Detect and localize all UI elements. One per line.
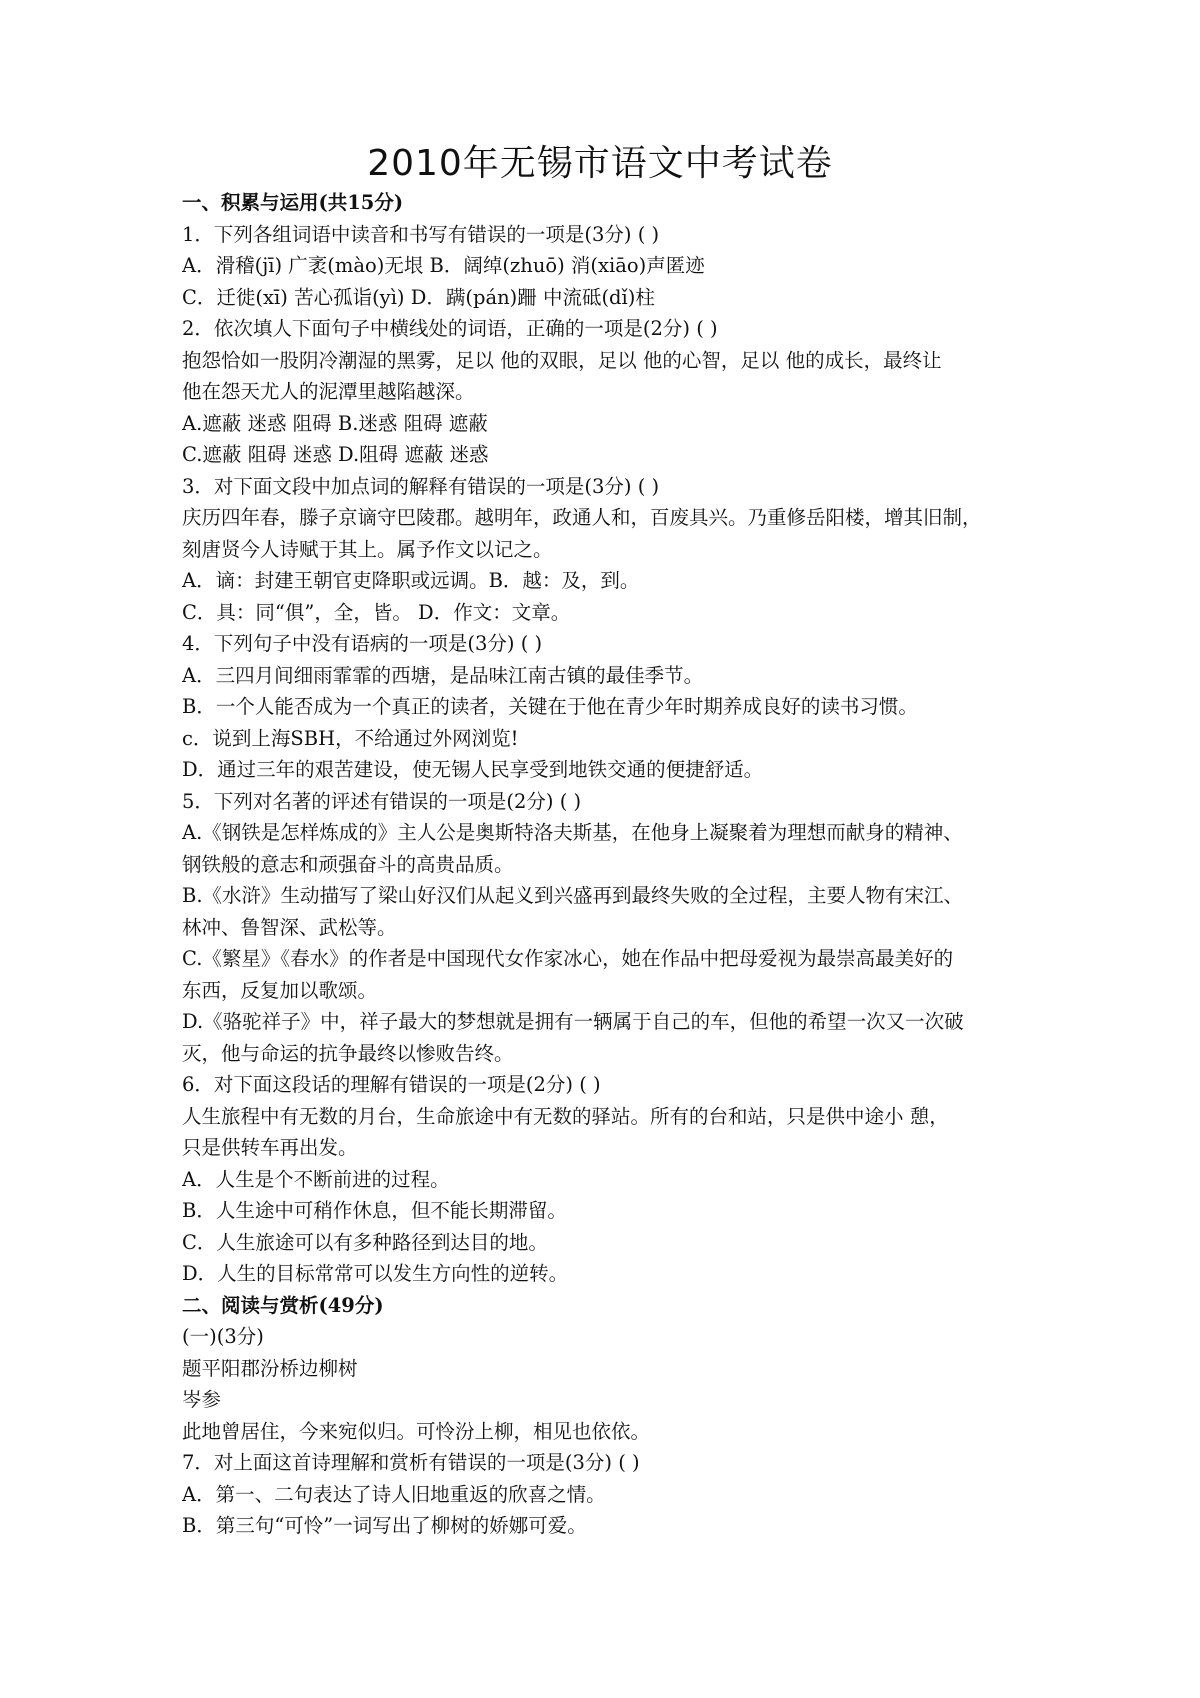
passage-line: 只是供转车再出发。 — [182, 1136, 358, 1159]
page-title: 2010年无锡市语文中考试卷 — [367, 143, 833, 184]
poem-title: 题平阳郡汾桥边柳树 — [182, 1356, 358, 1380]
answer-option: A．第一、二句表达了诗人旧地重返的欣喜之情。 — [182, 1482, 606, 1506]
passage-line: 他在怨天尤人的泥潭里越陷越深。 — [182, 380, 475, 403]
question-stem: 5．下列对名著的评述有错误的一项是(2分) ( ) — [182, 789, 582, 813]
answer-option: A.遮蔽 迷惑 阻碍 B.迷惑 阻碍 遮蔽 — [182, 411, 488, 435]
answer-option: C．迁徙(xī) 苦心孤诣(yì) D．蹒(pán)跚 中流砥(dǐ)柱 — [182, 285, 655, 309]
passage-line: 庆历四年春，滕子京谪守巴陵郡。越明年，政通人和，百废具兴。乃重修岳阳楼，增其旧制， — [182, 506, 982, 529]
answer-option: A．人生是个不断前进的过程。 — [182, 1167, 450, 1191]
answer-option: C.遮蔽 阻碍 迷惑 D.阻碍 遮蔽 迷惑 — [182, 443, 489, 466]
answer-option: A．三四月间细雨霏霏的西塘，是品味江南古镇的最佳季节。 — [182, 663, 704, 687]
answer-option: D．人生的目标常常可以发生方向性的逆转。 — [182, 1262, 569, 1285]
answer-option: C．具：同“俱”，全，皆。 D．作文：文章。 — [182, 600, 571, 624]
answer-option: B．一个人能否成为一个真正的读者，关键在于他在青少年时期养成良好的读书习惯。 — [182, 695, 918, 718]
poem-author: 岑参 — [182, 1388, 222, 1411]
answer-option: 东西，反复加以歌颂。 — [182, 978, 378, 1002]
answer-option: 灭，他与命运的抗争最终以惨败告终。 — [182, 1041, 514, 1065]
answer-option: D．通过三年的艰苦建设，使无锡人民享受到地铁交通的便捷舒适。 — [182, 758, 764, 781]
answer-option: C.《繁星》《春水》的作者是中国现代女作家冰心，她在作品中把母爱视为最崇高最美好的 — [182, 947, 954, 970]
passage-line: 刻唐贤今人诗赋于其上。属予作文以记之。 — [182, 537, 553, 561]
answer-option: B．人生途中可稍作休息，但不能长期滞留。 — [182, 1199, 567, 1222]
section-heading: 二、阅读与赏析(49分) — [182, 1293, 384, 1317]
question-stem: 7．对上面这首诗理解和赏析有错误的一项是(3分) ( ) — [182, 1451, 640, 1474]
passage-line: 人生旅程中有无数的月台，生命旅途中有无数的驿站。所有的台和站，只是供中途小 憩， — [182, 1104, 949, 1128]
subsection-label: (一)(3分) — [182, 1325, 264, 1348]
question-stem: 4．下列句子中没有语病的一项是(3分) ( ) — [182, 632, 543, 655]
poem-text: 此地曾居住，今来宛似归。可怜汾上柳，相见也依依。 — [182, 1419, 651, 1443]
answer-option: A.《钢铁是怎样炼成的》主人公是奥斯特洛夫斯基，在他身上凝聚着为理想而献身的精神、 — [182, 821, 963, 844]
question-stem: 1．下列各组词语中读音和书写有错误的一项是(3分) ( ) — [182, 222, 660, 246]
answer-option: 钢铁般的意志和顽强奋斗的高贵品质。 — [182, 852, 514, 876]
answer-option: 林冲、鲁智深、武松等。 — [182, 915, 397, 939]
question-stem: 2．依次填人下面句子中横线处的词语，正确的一项是(2分) ( ) — [182, 317, 718, 340]
passage-line: 抱怨恰如一股阴冷潮湿的黑雾，足以 他的双眼，足以 他的心智，足以 他的成长，最终让 — [182, 348, 942, 372]
exam-body — [182, 187, 1032, 1542]
section-heading: 一、积累与运用(共15分) — [182, 191, 404, 214]
answer-option: B．第三句“可怜”一词写出了柳树的娇娜可爱。 — [182, 1514, 587, 1537]
answer-option: D.《骆驼祥子》中，祥子最大的梦想就是拥有一辆属于自己的车，但他的希望一次又一次破 — [182, 1010, 964, 1033]
answer-option: A．谪：封建王朝官吏降职或远调。B．越：及，到。 — [182, 569, 640, 592]
question-stem: 3．对下面文段中加点词的解释有错误的一项是(3分) ( ) — [182, 474, 660, 498]
question-stem: 6．对下面这段话的理解有错误的一项是(2分) ( ) — [182, 1073, 601, 1096]
answer-option: C．人生旅途可以有多种路径到达目的地。 — [182, 1230, 548, 1254]
answer-option: A．滑稽(jī) 广袤(mào)无垠 B．阔绰(zhuō) 消(xiāo)声匿迹 — [182, 254, 705, 277]
answer-option: B.《水浒》生动描写了梁山好汉们从起义到兴盛再到最终失败的全过程，主要人物有宋江、 — [182, 884, 964, 907]
answer-option: c．说到上海SBH，不给通过外网浏览! — [182, 726, 519, 750]
